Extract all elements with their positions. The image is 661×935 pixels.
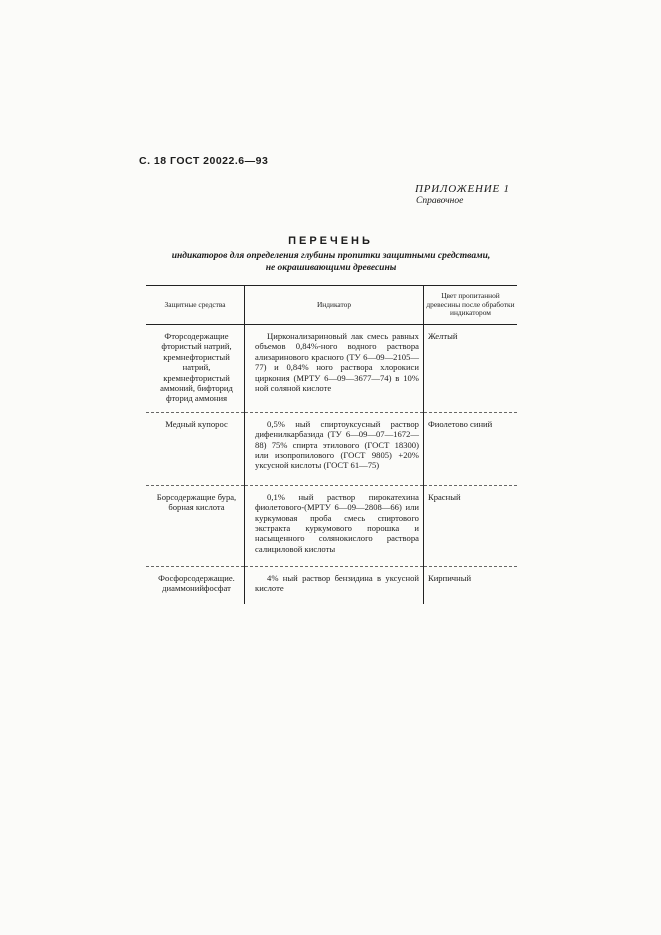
appendix-subtitle: Справочное <box>416 196 464 206</box>
color-cell: Желтый <box>423 325 517 413</box>
indicator-cell: Цирконализариновый лак смесь равных объемов 0,84%-ного водного раствора ализаринового красного (ТУ 6—09—2105—77) и 0,84% ного раствора хлорокиси циркония (МРТУ 6—09—3677—74) в 10% ной соляной кислоте <box>245 325 424 413</box>
indicator-cell: 4% ный раствор бензидина в уксусной кислоте <box>245 566 424 604</box>
header-wood-color: Цвет пропитанной древесины после обработки индикатором <box>423 286 517 325</box>
color-cell: Красный <box>423 485 517 566</box>
subtitle-line-2: не окрашивающими древесины <box>265 263 397 273</box>
table-row <box>146 412 517 485</box>
page-header: С. 18 ГОСТ 20022.6—93 <box>139 155 269 167</box>
indicator-cell: 0,5% ный спиртоуксусный раствор дифенилкарбазида (ТУ 6—09—07—1672—88) 75% спирта этилового (ГОСТ 18300) или изопропилового (ГОСТ 9805) +20% уксусной кислоты (ГОСТ 61—75) <box>245 412 424 485</box>
protective-agent-cell: Медный купорос <box>146 412 245 485</box>
document-title: ПЕРЕЧЕНЬ <box>288 235 373 247</box>
table-header-row <box>146 286 517 325</box>
document-subtitle <box>150 250 512 274</box>
color-cell: Кирпичный <box>423 566 517 604</box>
color-cell: Фиолетово синий <box>423 412 517 485</box>
table-row <box>146 485 517 566</box>
indicator-cell: 0,1% ный раствор пирокатехина фиолетового-(МРТУ 6—09—2808—66) или куркумовая проба смесь спиртового экстракта куркумового порошка и насыщенного солянокислого раствора салициловой кислоты <box>245 485 424 566</box>
protective-agent-cell: Фосфорсодержащие. диаммонийфосфат <box>158 572 235 594</box>
protective-agent-cell: Фторсодержащие фтористый натрий, кремнефтористый натрий, кремнефтористый аммоний, бифторид фторид аммония <box>146 325 245 413</box>
header-indicator: Индикатор <box>245 286 424 325</box>
indicators-table <box>146 285 517 604</box>
header-protective-agents: Защитные средства <box>146 286 245 325</box>
subtitle-line-1: индикаторов для определения глубины пропитки защитными средствами, <box>171 251 491 261</box>
protective-agent-cell: Борсодержащие бура, борная кислота <box>146 485 245 566</box>
table-row <box>146 566 517 604</box>
table-row <box>146 325 517 413</box>
appendix-label: ПРИЛОЖЕНИЕ 1 <box>415 183 510 195</box>
